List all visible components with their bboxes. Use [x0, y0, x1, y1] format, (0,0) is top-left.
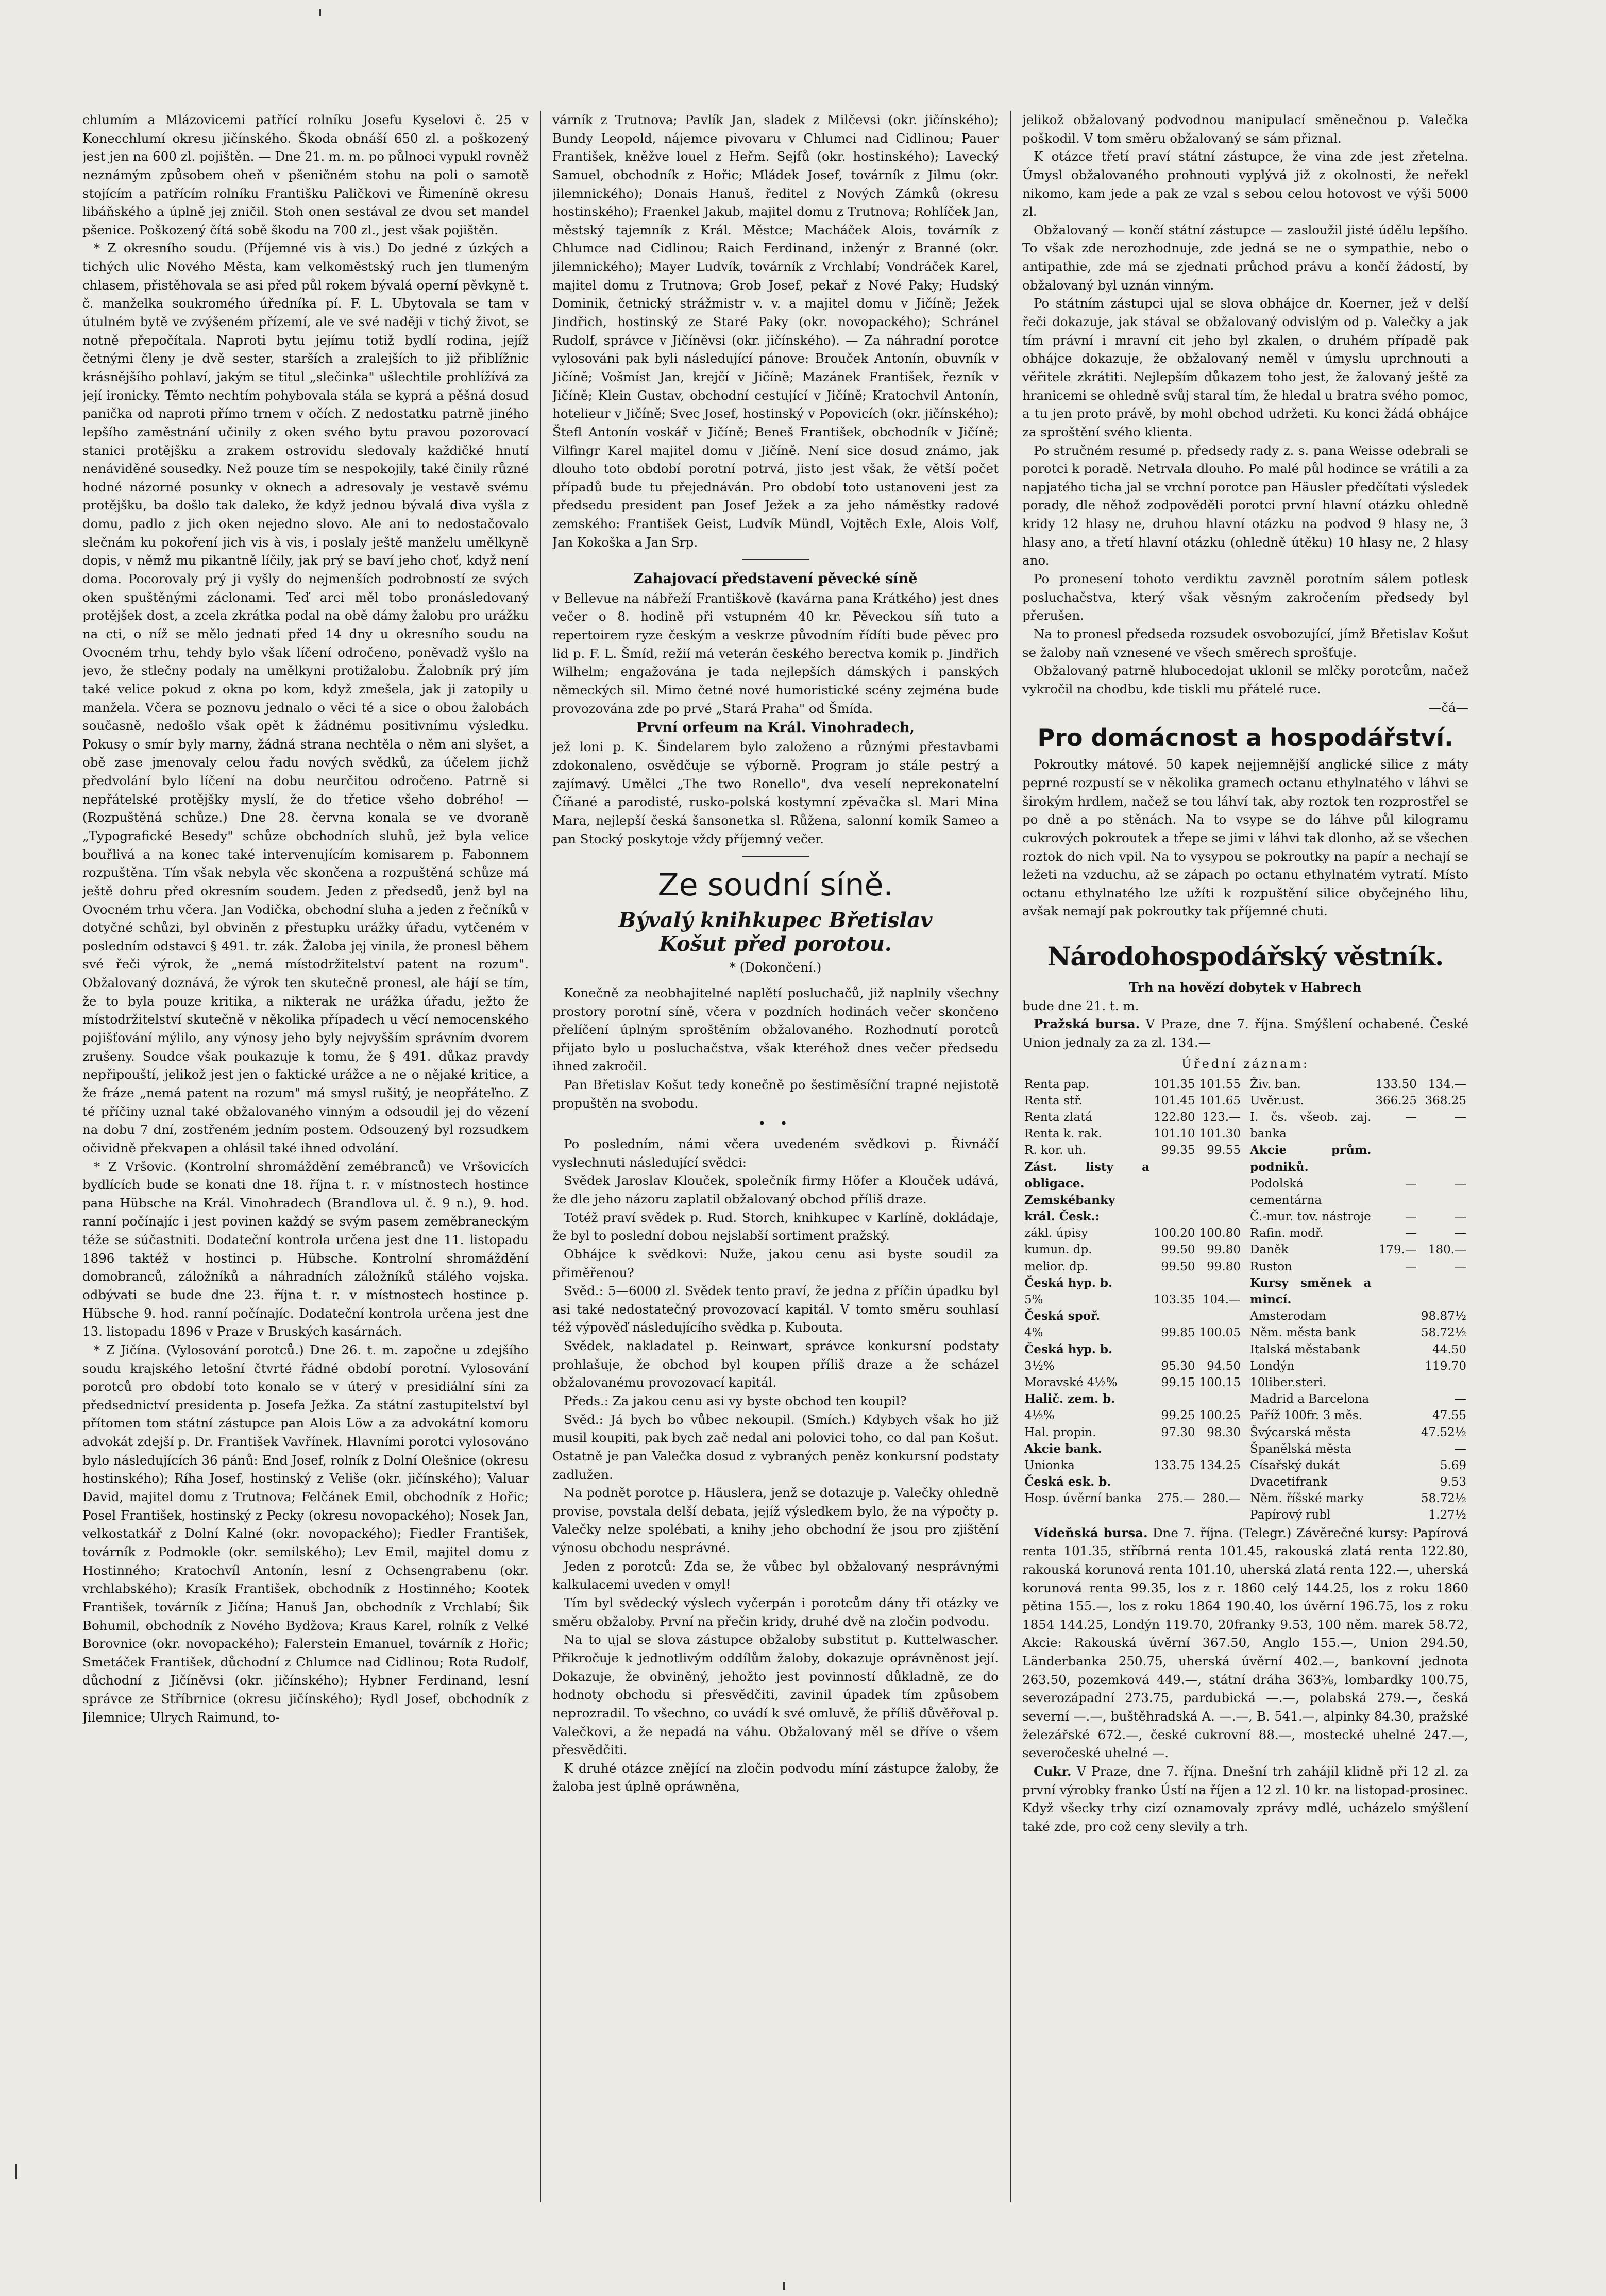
- bourse-label: Akcie bank.: [1024, 1441, 1102, 1456]
- bourse-value: [1197, 1341, 1243, 1358]
- bourse-value: 100.25: [1199, 1409, 1241, 1423]
- bourse-row: [1022, 1076, 1243, 1093]
- bourse-value: 101.10: [1154, 1127, 1195, 1141]
- bourse-value: —: [1405, 1260, 1417, 1273]
- bourse-label: 4½%: [1024, 1409, 1055, 1423]
- bourse-value: [1197, 1474, 1243, 1490]
- bourse-label: zákl. úpisy: [1024, 1227, 1088, 1240]
- bourse-label: Paříž 100fr. 3 měs.: [1250, 1409, 1362, 1423]
- bourse-row: [1022, 1258, 1243, 1275]
- bourse-value: [1152, 1441, 1197, 1457]
- bourse-value: —: [1455, 1227, 1467, 1240]
- habry-market-title: Trh na hovězí dobytek v Habrech: [1129, 980, 1362, 995]
- court-paragraph: Svědek, nakladatel p. Reinwart, správce konkursní podstaty prohlašuje, že obchod byl koupen příliš draze a že scházel obžalovanému provozovací kapitál.: [552, 1338, 999, 1390]
- vienna-bourse-text: Dne 7. října. (Telegr.) Závěrečné kursy: Papírová renta 101.35, stříbrná renta 101.45, rakouská zlatá renta 122.80, rakouská korunová renta 101.10, uherská zlatá renta 122.—, uherská korunová renta 99.35, los z r. 1860 celý 144.25, los z roku 1860 pětina 155.—, los z roku 1864 190.40, los úvěrní 196.75, los z roku 1854 144.25, Londýn 119.70, 20franky 9.53, 100 něm. marek 58.72, Akcie: Rakouská úvěrní 367.50, Anglo 155.—, Union 294.50, Länderbanka 250.75, uherská úvěrní 402.—, bankovní jednota 263.50, pozemková 449.—, státní dráha 363⅝, lombardky 100.75, severozápadní 273.75, pardubická —.—, polabská 279.—, česká severní —.—, buštěhradská A. —.—, B. 541.—, alpinky 84.30, pražské železářské 672.—, české cukrovní 88.—, mostecké uhelné 247.—, severočeské uhelné —.: [1022, 1525, 1469, 1761]
- bourse-value: 100.80: [1199, 1227, 1241, 1240]
- section-rule: [742, 856, 809, 857]
- court-paragraph: Konečně za neobhajitelné naplětí posluchačů, již naplnily všechny prostory porotní síně, včera v pozdních hodinách večer skončeno přelíčení úplným sproštěním obžalovaného. Rozhodnutí porotců přijato bylo u posluchačstva, však kteréhož dnes večer předsedu ihned zakročil.: [552, 985, 999, 1074]
- bourse-label: Hal. propin.: [1024, 1425, 1096, 1439]
- bourse-label: Unionka: [1024, 1458, 1075, 1472]
- bourse-value: 99.15: [1161, 1375, 1195, 1389]
- sugar-text: V Praze, dne 7. října. Dnešní trh zahájil klidně při 12 zl. za první výrobky franko Ústí na říjen a 12 zl. 10 kr. na listopad-prosinec. Když všecky trhy cizí oznamovaly zprávy mdlé, ucházelo smýšlení také zde, pro což ceny slevily a trh.: [1022, 1763, 1469, 1834]
- bourse-row: [1248, 1258, 1468, 1275]
- bourse-row: [1248, 1324, 1468, 1341]
- bourse-label: 4%: [1024, 1326, 1043, 1340]
- bourse-row: [1022, 1308, 1243, 1324]
- separator-dots: • •: [758, 1116, 793, 1131]
- registration-mark-left: [15, 2164, 17, 2179]
- bourse-value: [1152, 1474, 1197, 1490]
- bourse-label: Hosp. úvěrní banka: [1024, 1492, 1142, 1506]
- column-2: [552, 111, 999, 2202]
- court-paragraph: K druhé otázce znějící na zločin podvodu míní zástupce žaloby, že žaloba jest úplně opráwněna,: [552, 1760, 999, 1794]
- home-text: Pokroutky mátové. 50 kapek nejjemnější anglické silice z máty peprné rozpustí se v několika gramech octanu ethylnatého v láhvi se širokým hrdlem, načež se tou láhví tak, aby roztok ten rozprostřel se po dně a po stěnách. Na to vsype se do láhve půl kilogramu cukrových pokroutek a třepe se jimi v láhvi tak dlonho, až se všechen roztok do nich vpil. Na to vysypou se pokroutky na papír a nechají se ležeti na vzduchu, až se zápach po octanu ethylnatém vytratí. Místo octanu ethylnatého lze užíti k rozpuštění silice obyčejného lihu, avšak nemají pak pokroutky tak příjemné chuti.: [1022, 757, 1469, 919]
- bourse-table-header: Úřední záznam:: [1181, 1056, 1310, 1071]
- bourse-value: [1373, 1490, 1418, 1507]
- bourse-value: [1373, 1308, 1418, 1324]
- col3-paragraph: Po státním zástupci ujal se slova obhájce dr. Koerner, jež v delší řeči dokazuje, jak stával se obžalovaný odvislým od p. Valečky a jak tím právní i mravní cit jeho byl zkalen, o druhém případě pak obhájce dokazuje, že obžalovaný neměl v úmyslu uprchnouti a věřitele zkrátiti. Nejlepším důkazem toho jest, že žalovaný ještě za hranicemi se ohledně svůj staral tím, že hledal u bratra svého pomoc, a tu jen proto právě, by mohl obchod udržeti. Ku konci žádá obhájce za sproštění svého klienta.: [1022, 296, 1469, 439]
- bourse-row: [1248, 1093, 1468, 1109]
- bourse-value: 133.50: [1375, 1077, 1417, 1091]
- col3-paragraph: K otázce třetí praví státní zástupce, že vina zde jest zřetelna. Úmysl obžalovaného prohnouti vyplývá již z okolnosti, že neřekl nikomo, kam jede a pak ze vzal s sebou celou hotovost ve výši 5000 zl.: [1022, 149, 1469, 219]
- bourse-value: 9.53: [1440, 1475, 1467, 1489]
- bourse-value: 99.80: [1207, 1243, 1241, 1257]
- bourse-value: [1373, 1275, 1418, 1308]
- bourse-row: [1248, 1209, 1468, 1225]
- court-paragraph: Obhájce k svědkovi: Nuže, jakou cenu asi byste soudil za přiměřenou?: [552, 1246, 999, 1280]
- bourse-row: [1022, 1441, 1243, 1457]
- bourse-label: 5%: [1024, 1293, 1043, 1306]
- court-paragraph: Svěd.: Já bych bo vůbec nekoupil. (Smích.) Kdybych však ho již musil koupiti, pak bych zač nedal ani polovici toho, co dal pan Košut. Ostatně je pan Valečka dosud z vybraných peněz konkursní podstaty zadlužen.: [552, 1411, 999, 1482]
- bourse-value: [1197, 1308, 1243, 1324]
- col3-paragraph: Obžalovaný — končí státní zástupce — zasloužil jisté údělu lepšího. To však zde nerozhodnuje, zde jedná se ne o sympathie, nebo o antipathie, zde má se zjednati průchod právu a končí žádostí, by obžalovaný byl uznán vinným.: [1022, 222, 1469, 293]
- registration-mark-bottom-center: [783, 2282, 785, 2290]
- bourse-value: 97.30: [1161, 1425, 1195, 1439]
- court-paragraph: Jeden z porotců: Zda se, že vůbec byl obžalovaný nesprávnými kalkulacemi uveden v omyl!: [552, 1558, 999, 1592]
- section-rule: [742, 559, 809, 560]
- bourse-value: [1197, 1275, 1243, 1291]
- bourse-label: Podolská cementárna: [1250, 1177, 1322, 1207]
- bourse-row: [1248, 1225, 1468, 1241]
- col3-paragraph: Obžalovaný patrně hlubocedojat uklonil se mlčky porotcům, načež vykročil na chodbu, kde tiskli mu přátelé ruce.: [1022, 663, 1469, 696]
- bourse-label: Italská městabank: [1250, 1342, 1360, 1356]
- bourse-value: [1197, 1192, 1243, 1225]
- bourse-value: 99.85: [1161, 1326, 1195, 1340]
- bourse-label: Něm. města bank: [1250, 1326, 1356, 1340]
- bourse-value: [1197, 1159, 1243, 1192]
- bourse-label: Kursy směnek a mincí.: [1250, 1275, 1372, 1306]
- registration-mark-top: [319, 9, 321, 16]
- bourse-value: —: [1455, 1392, 1467, 1406]
- vienna-bourse-title: Vídeňská bursa.: [1034, 1525, 1148, 1540]
- bourse-value: [1373, 1424, 1418, 1441]
- column-3: [1022, 111, 1468, 2202]
- bourse-value: 123.—: [1202, 1110, 1241, 1124]
- bourse-value: —: [1455, 1210, 1467, 1224]
- court-paragraph: Po posledním, námi včera uvedeném svědkovi p. Řivnáčí vyslechnuti následující svědci:: [552, 1136, 999, 1170]
- bourse-value: —: [1455, 1260, 1467, 1273]
- prague-bourse-text: V Praze, dne 7. října. Smýšlení ochabené. České Union jednaly za za zl. 134.—: [1022, 1016, 1469, 1050]
- column-1: [82, 111, 529, 2202]
- bourse-value: 98.30: [1207, 1425, 1241, 1439]
- bourse-label: 3½%: [1024, 1359, 1055, 1373]
- bourse-value: 101.55: [1199, 1077, 1241, 1091]
- bourse-value: 94.50: [1207, 1359, 1241, 1373]
- bourse-value: [1373, 1358, 1418, 1391]
- bourse-value: 47.52½: [1421, 1425, 1467, 1439]
- bourse-label: Zemskébanky král. Česk.:: [1024, 1193, 1115, 1224]
- bourse-value: 44.50: [1432, 1342, 1467, 1356]
- bourse-value: [1152, 1308, 1197, 1324]
- bourse-label: I. čs. všeob. zaj. banka: [1250, 1110, 1372, 1141]
- court-paragraph: Svěd.: 5—6000 zl. Svědek tento praví, že jedna z příčin úpadku byl asi také nedostatečný provozovací kapitál. V tomto směru souhlasí též výpověď následujícího svědka p. Kubouta.: [552, 1283, 999, 1335]
- bourse-row: [1022, 1192, 1243, 1225]
- bourse-label: Císařský dukát: [1250, 1458, 1340, 1472]
- bourse-value: [1419, 1142, 1468, 1175]
- column-divider: [1010, 111, 1011, 2202]
- bourse-row: [1248, 1441, 1468, 1457]
- bourse-row: [1248, 1142, 1468, 1175]
- bourse-value: 99.35: [1161, 1144, 1195, 1158]
- bourse-label: Živ. ban.: [1250, 1077, 1301, 1091]
- bourse-row: [1022, 1341, 1243, 1358]
- bellevue-text: v Bellevue na nábřeží Františkově (kavárna pana Krátkého) jest dnes večer o 8. hodině při vstupném 40 kr. Pěveckou síň tuto a repertoirem ryze českým a veskrze původním řídíti bude pěvec pro lid p. F. L. Šmíd, režií má veterán českého berectva komik p. Jindřich Wilhelm; engažována je tada nejlepších dámských i panských německých sil. Mimo četné nové humoristické scény zejména bude provozována zde po prvé „Stará Praha" od Šmída.: [552, 590, 999, 716]
- bourse-value: —: [1455, 1110, 1467, 1124]
- bourse-label: Česká spoř.: [1024, 1309, 1101, 1323]
- bourse-row: [1248, 1474, 1468, 1490]
- bourse-value: [1152, 1192, 1197, 1225]
- bourse-label: R. kor. uh.: [1024, 1144, 1086, 1158]
- bourse-value: 1.27½: [1428, 1508, 1467, 1522]
- col3-paragraph: Po stručném resumé p. předsedy rady z. s. pana Weisse odebrali se porotci k poradě. Netrvala dlouho. Po malé půl hodince se vrátili a za napjatého ticha jal se vrchní porotce pan Häusler předčítati výsledek porady, dle něhož zodpověděli porotci první hlavní otázku ohledně kridy 12 hlasy ne, druhou hlavní otázku na podvod 9 hlasy ne, 3 hlasy ano, a třetí hlavní otázku (ohledně útěku) 10 hlasy ne, 2 hlasy ano.: [1022, 443, 1469, 568]
- bourse-row: [1022, 1490, 1243, 1507]
- bourse-value: [1197, 1441, 1243, 1457]
- sugar-title: Cukr.: [1034, 1763, 1072, 1779]
- col3-paragraph: Na to pronesl předseda rozsudek osvobozující, jímž Břetislav Košut se žaloby naň vznesené ve všech směrech sprošťuje.: [1022, 626, 1469, 660]
- bourse-row: [1022, 1474, 1243, 1490]
- bourse-row: [1022, 1126, 1243, 1142]
- bourse-row: [1022, 1225, 1243, 1241]
- bourse-value: —: [1455, 1442, 1467, 1456]
- bourse-value: —: [1405, 1227, 1417, 1240]
- bourse-label: Halič. zem. b.: [1024, 1392, 1115, 1406]
- bourse-label: Renta k. rak.: [1024, 1127, 1102, 1141]
- bourse-label: Španělská města: [1250, 1442, 1351, 1456]
- bourse-row: [1248, 1507, 1468, 1523]
- bourse-row: [1248, 1109, 1468, 1142]
- bourse-label: Akcie prům. podniků.: [1250, 1143, 1372, 1174]
- bourse-value: 134.—: [1428, 1077, 1467, 1091]
- bourse-value: 58.72½: [1421, 1326, 1467, 1340]
- bourse-label: Č.-mur. tov. nástroje: [1250, 1210, 1371, 1224]
- bourse-row: [1022, 1241, 1243, 1258]
- bourse-label: Dvacetifrank: [1250, 1475, 1328, 1489]
- bourse-row: [1022, 1142, 1243, 1159]
- bourse-row: [1248, 1275, 1468, 1308]
- bourse-label: Česká hyp. b.: [1024, 1275, 1113, 1290]
- bourse-label: Londýn 10liber.steri.: [1250, 1359, 1327, 1389]
- bourse-row: [1022, 1424, 1243, 1441]
- court-subheading-2: Košut před porotou.: [659, 932, 892, 957]
- court-paragraph: Pan Břetislav Košut tedy konečně po šestiměsíční trapné nejistotě propuštěn na svobodu.: [552, 1077, 999, 1111]
- bourse-label: Švýcarská města: [1250, 1425, 1351, 1439]
- bourse-row: [1022, 1275, 1243, 1291]
- bourse-value: 95.30: [1161, 1359, 1195, 1373]
- col1-paragraph: * Z Jičína. (Vylosování porotců.) Dne 26. t. m. započne u zdejšího soudu krajského letošní čtvrté řádné období porotní. Vylosování porotců pro období toto konalo se v úterý v presidiální síni za předsednictví presidenta p. Josefa Ježka. Za státní zastupitelství byl přítomen tom státní zástupce pan Alois Löw a za advokátní komoru advokát zdejší p. Dr. František Vavřínek. Hlavními porotci vylosováno bylo následujících 36 pánů: End Josef, rolník z Dolní Olešnice (okresu hostinského); Ríha Josef, hostinský z Veliše (okr. jičínského); Valuar David, majitel domu z Trutnova; Felčánek Emil, obchodník z Hořic; Posel František, hostinský z Pecky (okresu novopackého); Nosek Jan, velkostatkář z Dolní Kalné (okr. novopackého); Fiedler František, továrník z Podmokle (okr. semilského); Lev Emil, majitel domu z Hostinného; Kratochvíl Antonín, lesní z Ochsengrabenu (okr. vrchlabského); Krasík František, obchodník z Hostinného; Kootek František, továrník z Jičína; Hanuš Jan, obchodník z Vrchlabí; Šik Bohumil, obchodník z Nového Bydžova; Kraus Karel, rolník z Velké Borovnice (okr. novopackého); Falerstein Emanuel, továrník z Hořic; Smetáček František, důchodní z Chlumce nad Cidlinou; Rota Rudolf, důchodní z Jičíněvsi (okr. jičínského); Hybner Ferdinand, lesní správce ze Stříbrnice (okresu jičínského); Rydl Josef, obchodník z Jilemnice; Ulrych Raimund, to-: [82, 1342, 529, 1725]
- bourse-row: [1248, 1490, 1468, 1507]
- bourse-label: Renta zlatá: [1024, 1110, 1093, 1124]
- bourse-value: 275.—: [1157, 1492, 1195, 1506]
- bourse-value: 100.05: [1199, 1326, 1241, 1340]
- bourse-value: 180.—: [1428, 1243, 1467, 1257]
- court-note: * (Dokončení.): [729, 960, 822, 975]
- bourse-label: Česká hyp. b.: [1024, 1342, 1113, 1356]
- bourse-row: [1022, 1109, 1243, 1126]
- bourse-row: [1248, 1308, 1468, 1324]
- bourse-label: Česká esk. b.: [1024, 1475, 1111, 1489]
- court-heading: Ze soudní síně.: [657, 867, 893, 904]
- bourse-value: 101.65: [1199, 1094, 1241, 1108]
- bourse-row: [1022, 1159, 1243, 1192]
- bourse-value: [1152, 1391, 1197, 1407]
- bourse-value: 368.25: [1425, 1094, 1467, 1108]
- bourse-row: [1248, 1176, 1468, 1209]
- bourse-value: 103.35: [1154, 1293, 1195, 1306]
- bourse-row: [1022, 1291, 1243, 1308]
- bourse-label: Amsterodam: [1250, 1309, 1327, 1323]
- bourse-label: Moravské 4½%: [1024, 1375, 1118, 1389]
- bourse-row: [1022, 1358, 1243, 1374]
- bourse-value: 98.87½: [1421, 1309, 1467, 1323]
- bourse-value: [1373, 1507, 1418, 1523]
- court-subheading-1: Bývalý knihkupec Břetislav: [618, 908, 933, 933]
- bourse-label: Ruston: [1250, 1260, 1292, 1273]
- habry-market-text: bude dne 21. t. m.: [1022, 998, 1139, 1013]
- bourse-row: [1022, 1093, 1243, 1109]
- bourse-value: 101.45: [1154, 1094, 1195, 1108]
- bourse-value: —: [1455, 1177, 1467, 1190]
- bourse-table-left: [1022, 1076, 1243, 1507]
- bourse-value: [1373, 1407, 1418, 1424]
- bourse-value: [1373, 1142, 1418, 1175]
- bourse-value: 99.25: [1161, 1409, 1195, 1423]
- bourse-value: [1152, 1275, 1197, 1291]
- bourse-label: Uvěr.ust.: [1250, 1094, 1304, 1108]
- bourse-row: [1248, 1424, 1468, 1441]
- bourse-value: 122.80: [1154, 1110, 1195, 1124]
- bourse-value: 99.50: [1161, 1243, 1195, 1257]
- col2-paragraph: várník z Trutnova; Pavlík Jan, sladek z Milčevsi (okr. jičínského); Bundy Leopold, nájemce pivovaru v Chlumci nad Cidlinou; Pauer František, kněžve louel z Heřm. Sejfů (okr. hostinského); Lavecký Samuel, obchodník z Hořic; Mládek Josef, továrník z Jilmu (okr. jilemnického); Donais Hanuš, ředitel z Nových Zámků (okresu hostinského); Fraenkel Jakub, majitel domu z Trutnova; Rohlíček Jan, městský tajemník z Král. Městce; Macháček Alois, továrník z Chlumce nad Cidlinou; Raich Ferdinand, inženýr z Branné (okr. jilemnického); Mayer Ludvík, továrník z Vrchlabí; Vondráček Karel, majitel domu z Trutnova; Grob Josef, pekař z Nové Paky; Hudský Dominik, četnický strážmistr v. v. a majitel domu v Jičíně; Ježek Jindřich, hostinský ze Staré Paky (okr. novopackého); Schránel Rudolf, správce v Jičíněvsi (okr. jičínského). — Za náhradní porotce vylosováni pak byli následující pánove: Brouček Antonín, obuvník v Jičíně; Vošmíst Jan, krejčí v Jičíně; Mazánek František, řezník v Jičíně; Klein Gustav, obchodní cestující v Jičíně; Kratochvil Antonín, hotelieur v Jičíně; Svec Josef, hostinský v Popovicích (okr. jičínského); Štefl Antonín voskář v Jičíně; Beneš František, obchodník v Jičíně; Vilfingr Karel majitel domu v Jičíně. Není sice dosud známo, jak dlouho toto období porotní potrvá, jisto jest však, že větší počet případů bude tu přejednáván. Pro období toto ustanoveni jest za předsedu president pan Josef Ježek a za jeho náměstky radové zemského: František Geist, Ludvík Mündl, Vojtěch Exle, Alois Volf, Jan Kokoška a Jan Srp.: [552, 112, 999, 550]
- bellevue-title: Zahajovací představení pěvecké síně: [633, 571, 918, 587]
- col1-paragraph: * Z okresního soudu. (Příjemné vis à vis.) Do jedné z úzkých a tichých ulic Nového Města, kam velkoměstský ruch jen tlumeným chlasem, přistěhovala se asi před půl rokem bývalá operní pěvkyně t. č. manželka soukromého úředníka pí. F. L. Ubytovala se tam v útulném bytě ve zvýšeném přízemí, ale ve své naději v tichý život, se notně přepočítala. Naproti bytu jejímu totiž bydlí rodina, jejíž četnými členy je dvě sester, starších a zralejších to již přiblížnic krásnějšího pohlaví, jakým se titul „slečinka" ušlechtile prohlížívá za její ironicky. Těmto nechtím pohybovala stála se kyprá a pěšná dosud panička od naproti přímo trnem v očích. Z nedostatku patrně jiného lepšího zaměstnání učinily z oken svého bytu pravou pozorovací stanici protějšku a zrakem ostrovidu sledovaly každičké hnutí nenáviděné sousedky. Než pouze tím se nespokojily, také činily různé hodné názorné posunky v oknech a adresovaly je vestavě svému protějšku, ba došlo tak daleko, že když jednou bývalá diva vyšla z domu, padlo z jich oken nejedno slovo. Ale ani to nedostačovalo slečnám ku pokoření jich vis à vis, i poslaly ještě manželu umělkyně dopis, v němž mu pikantně líčily, jak prý se baví jeho choť, když není doma. Pocorovaly prý ji vyšly do nejmenších podrobností ze svých oken spuštěnými záclonami. Teď arci měl tobo pronásledovaný protějšek dost, a zcela zkrátka podal na obě dámy žalobu pro urážku na cti, o níž se mělo jednati před 14 dny u okresního soudu na Ovocném trhu, tehdy bylo však líčení odročeno, poněvadž vyšlo na jevo, že stlečny podaly na umělkyni protižalobu. Žalobník prý jím také velice pokud z okna po kom, když zmešela, jak ji zatopily u manžela. Včera se poznovu jednalo o věci té a sice o obou žalobách současně, nedošlo však opět k žádnému positivnímu výsledku. Pokusy o smír byly marny, žádná strana nechtěla o něm ani slyšet, a obě zase jmenovaly celou řadu nových svědků, za účelem jichž předvolání bylo líčení na dobu neurčitou odročeno. Patrně si nepřátelské protějšky myslí, že do třetice všeho dobrého! — (Rozpuštěná schůze.) Dne 28. června konala se ve dvoraně „Typografické Besedy" schůze obchodních sluhů, jež byla velice bouřlivá a na konec také intervenujícím komisarem p. Fabonnem rozpuštěna. Tím však nebyla věc skončena a rozpuštěná schůze má ještě dohru před okresním soudem. Jeden z předsedů, jenž byl na Ovocném trhu včera. Jan Vodička, obchodní sluha a jeden z řečníků v dotyčné schůzi, byl obviněn z přestupku urážky úřadu, vytčeném v posledním odstavci § 491. tr. zák. Žaloba jej vinila, že pronesl během své řeči výrok, že „nemá místodržitelství patent na rozum". Obžalovaný doznává, že výrok ten skutečně pronesl, ale hájí se tím, že to byla pouze kritika, a nikterak ne urážka úřadu, ježto že místodržitelství skutečně v několika případech u věcí nemocenského pojišťování mýlilo, any výnosy jeho byly nejvyšším správním dvorem zrušeny. Soudce však poukazuje k tomu, že § 491. důkaz pravdy nepřipouští, jelikož jest jen o faktické urážce a ne o nějaké kritice, a že fráze „nemá patent na rozum" má smysl rušitý, je neopřáteľno. Z té příčiny uznal také obžalovaného vinným a odsoudil jej do vězení na dobu 7 dní, zostřeném jedním postem. Odsouzený byl rozsudkem očividně překvapen a ohlásil také ihned odvolání.: [82, 241, 529, 1155]
- bourse-value: [1373, 1341, 1418, 1358]
- bourse-value: 101.35: [1154, 1077, 1195, 1091]
- bourse-value: 366.25: [1375, 1094, 1417, 1108]
- newspaper-page: [82, 111, 1468, 2202]
- court-paragraph: Totéž praví svědek p. Rud. Storch, knihkupec v Karlíně, dokládaje, že byl to poslední dobou nejslabší sortiment pražský.: [552, 1210, 999, 1244]
- orfeum-text: jež loni p. K. Šindelarem bylo založeno a různými přestavbami zdokonaleno, osvědčuje se výborně. Program jo stále pestrý a zajímavý. Umělci „The two Ronello", dva veselí neprekonatelní Číňané a parodisté, rusko-polská kostymní zpěvačka sl. Mari Mina Mara, nejlepší česká šansonetka sl. Růžena, salonní komik Sameo a pan Stocký poskytoje vždy příjemný večer.: [552, 739, 999, 846]
- bourse-value: 47.55: [1432, 1409, 1467, 1423]
- bourse-value: 5.69: [1440, 1458, 1467, 1472]
- bourse-value: 100.15: [1199, 1375, 1241, 1389]
- bourse-row: [1248, 1407, 1468, 1424]
- bourse-value: 280.—: [1202, 1492, 1241, 1506]
- bourse-label: Papírový rubl: [1250, 1508, 1331, 1522]
- bourse-value: 99.55: [1207, 1144, 1241, 1158]
- bourse-value: [1197, 1391, 1243, 1407]
- bourse-value: 133.75: [1154, 1458, 1195, 1472]
- bourse-value: [1373, 1474, 1418, 1490]
- bourse-value: 179.—: [1378, 1243, 1417, 1257]
- bourse-row: [1248, 1391, 1468, 1407]
- bourse-label: Něm. říšské marky: [1250, 1492, 1364, 1506]
- prague-bourse-title: Pražská bursa.: [1034, 1016, 1140, 1032]
- bourse-label: Rafin. modř.: [1250, 1227, 1324, 1240]
- court-paragraph: Na to ujal se slova zástupce obžaloby substitut p. Kuttelwascher. Přikročuje k jednotlivým oddílům žaloby, dokazuje oprávněnost její. Dokazuje, že obviněný, jehožto jest povinností důkladně, ze do hodnoty obchodu si přesvědčiti, zavinil úpadek tím způsobem neprozradil. To všechno, co uvádí k své omluvě, že příliš důvěřoval p. Valečkovi, a že nepadá na váhu. Obžalovaný měl se dříve o všem přesvědčiti.: [552, 1632, 999, 1758]
- bourse-value: [1373, 1457, 1418, 1474]
- court-paragraph: Svědek Jaroslav Klouček, společník firmy Höfer a Klouček udává, že dle jeho názoru zaplatil obžalovaný obchod příliš draze.: [552, 1173, 999, 1206]
- bourse-label: Madrid a Barcelona: [1250, 1392, 1370, 1406]
- bourse-tables: [1022, 1076, 1468, 1524]
- col3-paragraph: Po pronesení tohoto verdiktu zavzněl porotním sálem potlesk posluchačstva, který však věsným zakročením předsedy byl přerušen.: [1022, 571, 1469, 623]
- bourse-value: [1373, 1391, 1418, 1407]
- col3-paragraph: jelikož obžalovaný podvodnou manipulací směnečnou p. Valečka poškodil. V tom směru obžalovaný se sám přiznal.: [1022, 112, 1469, 146]
- bourse-value: 99.50: [1161, 1260, 1195, 1273]
- bourse-value: [1419, 1275, 1468, 1308]
- bourse-label: Daněk: [1250, 1243, 1289, 1257]
- bourse-value: —: [1405, 1177, 1417, 1190]
- bourse-row: [1022, 1374, 1243, 1391]
- col1-paragraph: chlumím a Mlázovicemi patřící rolníku Josefu Kyselovi č. 25 v Konecchlumí okresu jičínského. Škoda obnáší 650 zl. a poškozený jest jen na 600 zl. pojištěn. — Dne 21. m. m. po půlnoci vypukl rovněž neznámým způsobem oheň v pšeničném stohu na poli o samotě stojícím a patřícím rolníku Františku Paličkovi ve Řimeníně okresu libáňského a úplně jej zničil. Stoh onen sestával ze dvou set mandel pšenice. Poškozený čítá sobě škodu na 700 zl., jest však pojištěn.: [82, 112, 529, 237]
- court-paragraph: Předs.: Za jakou cenu asi vy byste obchod ten koupil?: [564, 1393, 907, 1408]
- bourse-row: [1022, 1324, 1243, 1341]
- econ-heading: Národohospodářský věstník.: [1047, 941, 1444, 972]
- bourse-value: [1152, 1341, 1197, 1358]
- court-paragraph: Tím byl svědecký výslech vyčerpán i porotcům dány tři otázky ve směru obžaloby. První na přečin kridy, druhé dvě na zločin podvodu.: [552, 1595, 999, 1629]
- column-divider: [540, 111, 541, 2202]
- bourse-label: kumun. dp.: [1024, 1243, 1092, 1257]
- author-signature: —čá—: [1428, 700, 1469, 715]
- bourse-value: [1373, 1324, 1418, 1341]
- bourse-label: Renta stř.: [1024, 1094, 1083, 1108]
- bourse-table-right: [1248, 1076, 1468, 1524]
- bourse-row: [1248, 1341, 1468, 1358]
- home-heading: Pro domácnost a hospodářství.: [1037, 724, 1453, 752]
- bourse-value: 100.20: [1154, 1227, 1195, 1240]
- bourse-row: [1248, 1076, 1468, 1093]
- bourse-row: [1022, 1457, 1243, 1474]
- bourse-row: [1248, 1457, 1468, 1474]
- bourse-value: [1152, 1159, 1197, 1192]
- bourse-row: [1022, 1391, 1243, 1407]
- bourse-value: [1373, 1441, 1418, 1457]
- orfeum-title: První orfeum na Král. Vinohradech,: [636, 720, 915, 736]
- bourse-value: 99.80: [1207, 1260, 1241, 1273]
- bourse-value: 58.72½: [1421, 1492, 1467, 1506]
- bourse-row: [1248, 1241, 1468, 1258]
- bourse-label: Renta pap.: [1024, 1077, 1090, 1091]
- bourse-row: [1248, 1358, 1468, 1391]
- col1-paragraph: * Z Vršovic. (Kontrolní shromáždění zemébranců) ve Vršovicích bydlících bude se konati dne 18. října t. r. v místnostech hostince pana Hübsche na Král. Vinohradech (Brandlova ul. č. 9 n.), 9. hod. ranní počínajíc i jest povinen každý se svým pasem zeměbraneckým téže se súčastniti. Dodateční kontrola určena jest dne 11. listopadu 1896 taktéž v hostinci p. Hübsche. Kontrolní shromáždění domobranců, záložníků a náhradních záložníků stálého vojska. odbývati se bude dne 23. října t. r. v místnostech hostince p. Hübsche 9. hod. ranní počínajíc. Dodateční kontrola určena jest dne 13. listopadu 1896 v Praze v Bruských kasárnách.: [82, 1159, 529, 1339]
- bourse-value: 101.30: [1199, 1127, 1241, 1141]
- bourse-label: Zást. listy a obligace.: [1024, 1160, 1150, 1190]
- bourse-value: —: [1405, 1110, 1417, 1124]
- bourse-label: melior. dp.: [1024, 1260, 1088, 1273]
- court-paragraph: Na podnět porotce p. Häuslera, jenž se dotazuje p. Valečky ohledně provise, povstala delší debata, jejíž výsledkem bylo, že na výpočty p. Valečky nelze spolébati, a knihy jeho obchodní že jsou pro zjištění výnosu obchodu nesprávné.: [552, 1485, 999, 1556]
- bourse-value: 119.70: [1425, 1359, 1467, 1373]
- bourse-value: 134.25: [1199, 1458, 1241, 1472]
- bourse-value: 104.—: [1202, 1293, 1241, 1306]
- bourse-row: [1022, 1407, 1243, 1424]
- bourse-value: —: [1405, 1210, 1417, 1224]
